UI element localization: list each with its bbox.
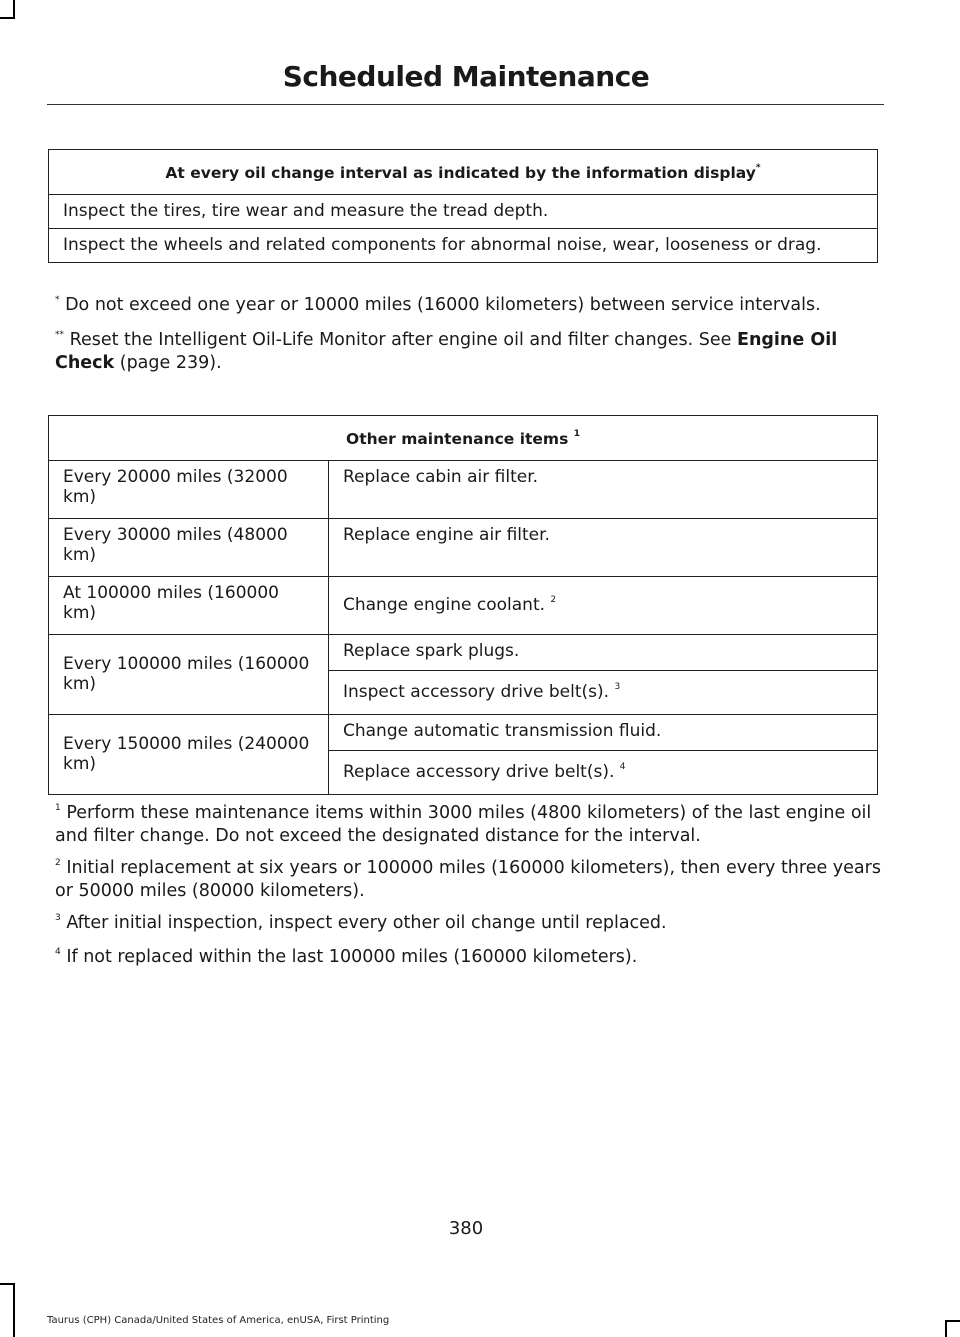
footer-edition: Taurus (CPH) Canada/United States of America, enUSA, First Printing: [47, 1315, 390, 1326]
footnote-mark: 4: [55, 947, 61, 957]
footnote-text: If not replaced within the last 100000 miles (160000 kilometers).: [66, 947, 638, 967]
item-cell: [329, 635, 878, 671]
footnote: [55, 802, 885, 848]
other-maintenance-table: [48, 415, 878, 795]
footnote: [55, 946, 885, 969]
page-title: Scheduled Maintenance: [282, 60, 650, 93]
item-mark: 3: [614, 682, 621, 692]
oil-table-row: Inspect the wheels and related components for abnormal noise, wear, looseness or drag.: [49, 229, 878, 263]
item-cell: [329, 751, 878, 795]
item-cell: [329, 461, 878, 519]
crop-mark-bottom-right-v: [945, 1320, 947, 1337]
footnote-mark: **: [55, 330, 64, 340]
item-cell: [329, 577, 878, 635]
interval-cell: At 100000 miles (160000 km): [49, 577, 329, 635]
oil-change-table: [48, 149, 878, 263]
oil-table-row: Inspect the tires, tire wear and measure the tread depth.: [49, 195, 878, 229]
footnote-mark: *: [55, 295, 60, 305]
interval-cell: Every 30000 miles (48000 km): [49, 519, 329, 577]
item-mark: 4: [619, 762, 626, 772]
interval-cell: Every 20000 miles (32000 km): [49, 461, 329, 519]
footnote-mark: 2: [55, 858, 61, 868]
footnote: [55, 329, 885, 375]
item-text: Replace cabin air filter.: [343, 467, 539, 487]
interval-cell: Every 150000 miles (240000 km): [49, 715, 329, 795]
footnote-text: Perform these maintenance items within 3000 miles (4800 kilometers) of the last engine oil and filter change. Do not exceed the designated distance for the interval.: [55, 803, 872, 846]
item-cell: [329, 519, 878, 577]
item-text: Replace engine air filter.: [343, 525, 550, 545]
oil-table-heading: [49, 150, 878, 195]
footnote: [55, 912, 885, 935]
other-table-heading-mark: 1: [573, 429, 580, 439]
item-text: Change engine coolant.: [343, 595, 546, 615]
item-mark: 2: [550, 595, 557, 605]
other-table-heading: [49, 416, 878, 461]
oil-table-heading-text: At every oil change interval as indicated by the information display: [165, 164, 756, 182]
footnote-tail: (page 239).: [114, 353, 222, 373]
footnote-text: After initial inspection, inspect every other oil change until replaced.: [66, 913, 667, 933]
header-divider: [47, 104, 884, 105]
oil-table-heading-mark: *: [755, 163, 761, 173]
item-text: Replace accessory drive belt(s).: [343, 762, 615, 782]
footnote-mark: 3: [55, 913, 61, 923]
item-text: Replace spark plugs.: [343, 641, 520, 661]
footnote-text: Reset the Intelligent Oil-Life Monitor after engine oil and filter changes. See: [69, 330, 737, 350]
crop-mark-bottom-right-h: [945, 1320, 960, 1322]
interval-cell: Every 100000 miles (160000 km): [49, 635, 329, 715]
item-cell: [329, 671, 878, 715]
footnote-text: Initial replacement at six years or 100000 miles (160000 kilometers), then every three years or 50000 miles (80000 kilometers).: [55, 858, 881, 901]
footnote-text: Do not exceed one year or 10000 miles (16000 kilometers) between service intervals.: [65, 295, 821, 315]
crop-mark-top-left-v: [13, 0, 15, 18]
engine-oil-check-link[interactable]: Engine Oil Check: [55, 330, 838, 373]
page-number: 380: [448, 1218, 484, 1239]
other-table-heading-text: Other maintenance items: [346, 430, 569, 448]
crop-mark-top-left-h: [0, 17, 15, 19]
crop-mark-bottom-left-v: [13, 1283, 15, 1337]
item-cell: [329, 715, 878, 751]
footnote: [55, 857, 885, 903]
crop-mark-bottom-left-h: [0, 1283, 15, 1285]
item-text: Change automatic transmission fluid.: [343, 721, 662, 741]
footnote: [55, 294, 885, 317]
item-text: Inspect accessory drive belt(s).: [343, 682, 610, 702]
footnote-mark: 1: [55, 803, 61, 813]
